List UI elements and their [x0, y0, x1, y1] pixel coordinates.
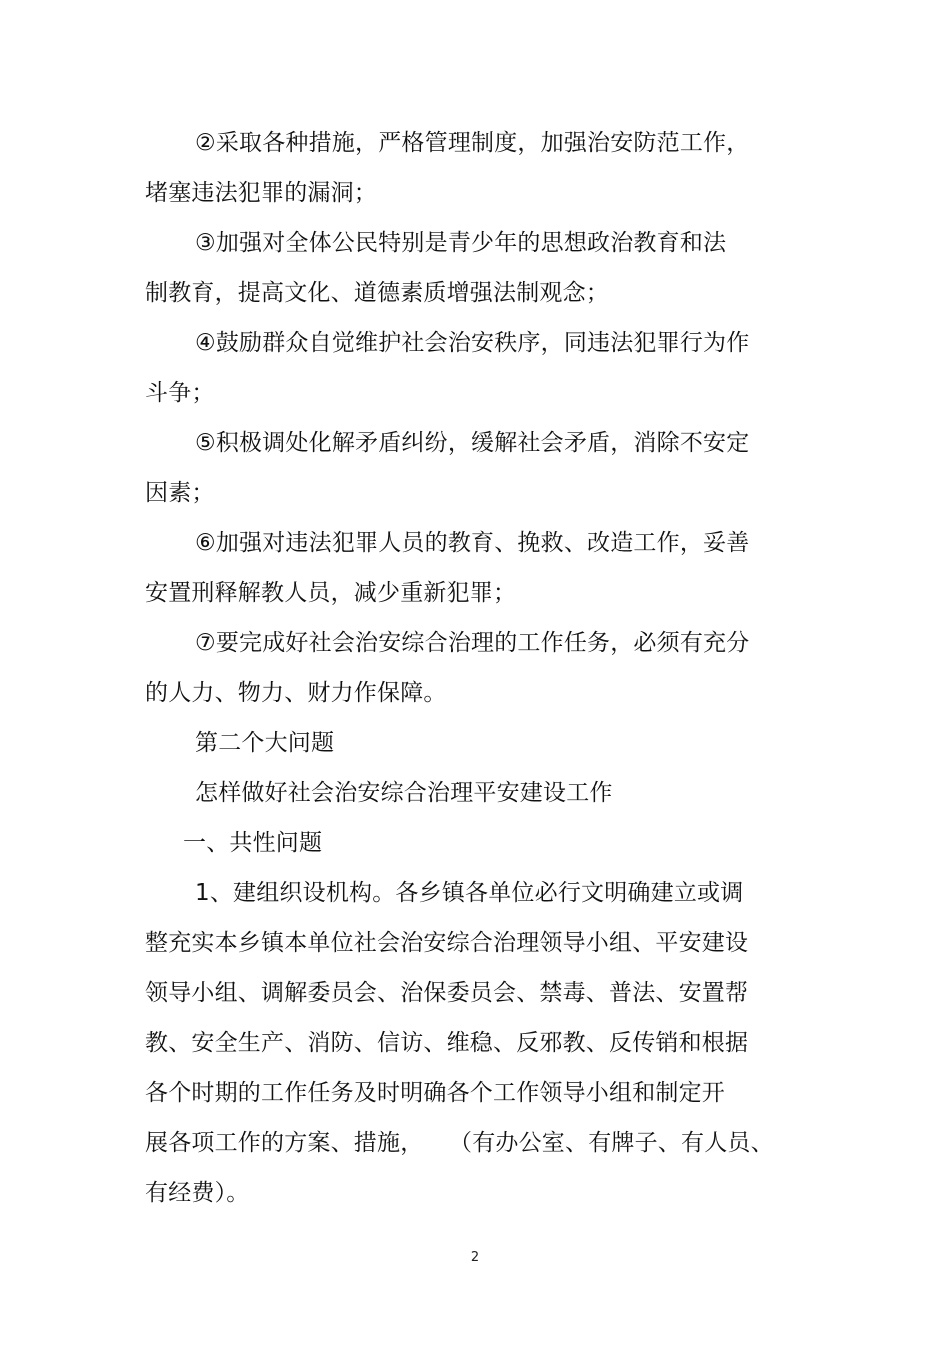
text-line: 斗争；	[145, 380, 215, 406]
text-line: 有经费）。	[145, 1180, 250, 1206]
text-line: ⑦要完成好社会治安综合治理的工作任务，必须有充分	[195, 630, 750, 656]
text-line: 因素；	[145, 480, 215, 506]
text-line: （有办公室、有牌子、有人员、	[449, 1130, 774, 1156]
text-line: ⑥加强对违法犯罪人员的教育、挽救、改造工作，妥善	[195, 530, 750, 556]
text-line: 的人力、物力、财力作保障。	[145, 680, 447, 706]
text-line: 各个时期的工作任务及时明确各个工作领导小组和制定开	[145, 1080, 725, 1106]
text-line: 安置刑释解教人员，减少重新犯罪；	[145, 580, 517, 606]
section-subheading: 怎样做好社会治安综合治理平安建设工作	[195, 780, 613, 806]
page-number: 2	[470, 1250, 480, 1265]
section-heading: 第二个大问题	[195, 730, 335, 756]
text-line: ③加强对全体公民特别是青少年的思想政治教育和法	[195, 230, 727, 256]
text-line: 展各项工作的方案、措施，	[145, 1130, 424, 1156]
text-line: 堵塞违法犯罪的漏洞；	[145, 180, 377, 206]
text-line: ⑤积极调处化解矛盾纠纷，缓解社会矛盾，消除不安定	[195, 430, 750, 456]
text-line: ②采取各种措施，严格管理制度，加强治安防范工作，	[195, 130, 750, 156]
text-line: ④鼓励群众自觉维护社会治安秩序，同违法犯罪行为作	[195, 330, 750, 356]
text-line: 教、安全生产、消防、信访、维稳、反邪教、反传销和根据	[145, 1030, 749, 1056]
subsection-heading: 一、共性问题	[183, 830, 323, 856]
text-line: 领导小组、调解委员会、治保委员会、禁毒、普法、安置帮	[145, 980, 749, 1006]
text-line: 整充实本乡镇本单位社会治安综合治理领导小组、平安建设	[145, 930, 749, 956]
text-line: 制教育，提高文化、道德素质增强法制观念；	[145, 280, 609, 306]
text-line: 1、建组织设机构。各乡镇各单位必行文明确建立或调	[195, 880, 744, 906]
